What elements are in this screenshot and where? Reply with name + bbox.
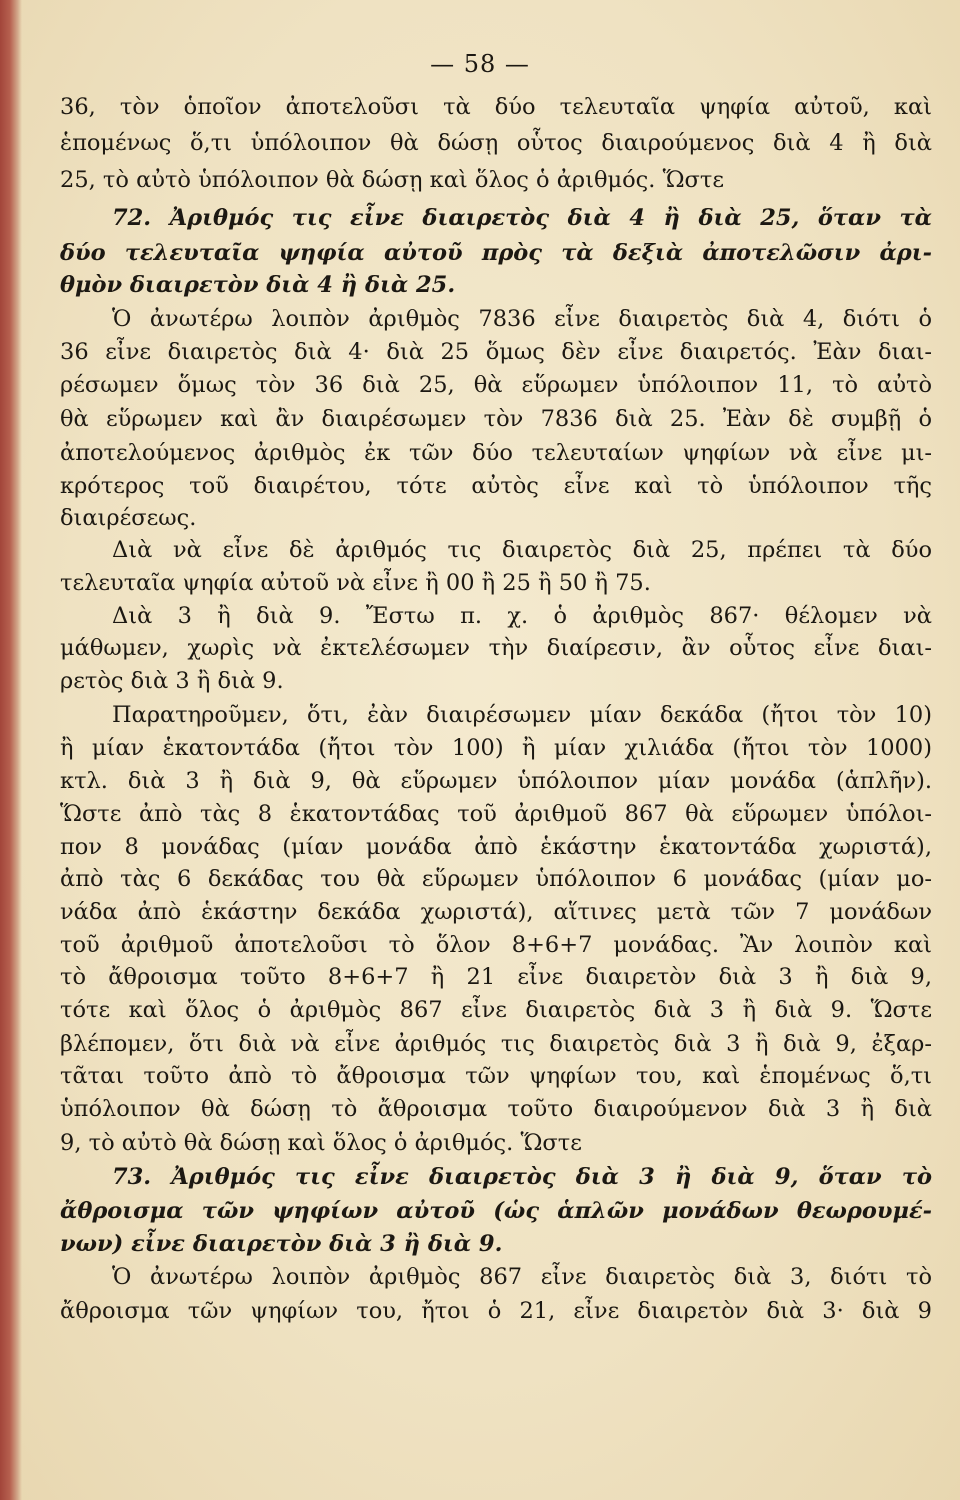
text-line: Παρατηροῦμεν, ὅτι, ἐὰν διαιρέσωμεν μίαν δεκάδα (ἤτοι τὸν 10) — [112, 702, 932, 728]
text-line: νάδα ἀπὸ ἑκάστην δεκάδα χωριστά), αἵτινες μετὰ τῶν 7 μονάδων — [60, 899, 932, 925]
text-line: τὸ ἄθροισμα τοῦτο 8+6+7 ἢ 21 εἶνε διαιρετὸν διὰ 3 ἢ διὰ 9, — [60, 964, 932, 990]
text-line: τοῦ ἀριθμοῦ ἀποτελοῦσι τὸ ὅλον 8+6+7 μονάδας. Ἂν λοιπὸν καὶ — [60, 932, 932, 958]
text-line: 9, τὸ αὐτὸ θὰ δώσῃ καὶ ὅλος ὁ ἀριθμός. Ὥστε — [60, 1130, 582, 1156]
rule-heading-73: 73. Ἀριθμός τις εἶνε διαιρετὸς διὰ 3 ἢ διὰ 9, ὅταν τὸ — [112, 1164, 932, 1190]
text-line: ἀπὸ τὰς 6 δεκάδας του θὰ εὕρωμεν ὑπόλοιπον 6 μονάδας (μίαν μο- — [60, 866, 932, 892]
text-line: ἀποτελούμενος ἀριθμὸς ἐκ τῶν δύο τελευταίων ψηφίων νὰ εἶνε μι- — [60, 440, 932, 466]
text-line: ἄθροισμα τῶν ψηφίων του, ἤτοι ὁ 21, εἶνε διαιρετὸν διὰ 3· διὰ 9 — [60, 1298, 932, 1324]
rule-heading-73: ἄθροισμα τῶν ψηφίων αὐτοῦ (ὡς ἁπλῶν μονάδων θεωρουμέ- — [60, 1198, 932, 1224]
text-line: κτλ. διὰ 3 ἢ διὰ 9, θὰ εὕρωμεν ὑπόλοιπον μίαν μονάδα (ἁπλῆν). — [60, 768, 932, 794]
text-line: ὑπόλοιπον θὰ δώσῃ τὸ ἄθροισμα τοῦτο διαιρούμενον διὰ 3 ἢ διὰ — [60, 1096, 932, 1122]
text-line: βλέπομεν, ὅτι διὰ νὰ εἶνε ἀριθμός τις διαιρετὸς διὰ 3 ἢ διὰ 9, ἐξαρ- — [60, 1031, 932, 1057]
text-line: πον 8 μονάδας (μίαν μονάδα ἀπὸ ἑκάστην ἑκατοντάδα χωριστά), — [60, 834, 932, 860]
section-heading-div3-9: Διὰ 3 ἢ διὰ 9. Ἔστω π. χ. ὁ ἀριθμὸς 867· θέλομεν νὰ — [112, 603, 932, 629]
text-line: 36, τὸν ὁποῖον ἀποτελοῦσι τὰ δύο τελευταῖα ψηφία αὐτοῦ, καὶ — [60, 94, 932, 120]
text-line: θὰ εὕρωμεν καὶ ἂν διαιρέσωμεν τὸν 7836 διὰ 25. Ἐὰν δὲ συμβῇ ὁ — [60, 406, 932, 432]
text-line: διαιρέσεως. — [60, 505, 197, 531]
rule-heading-72: θμὸν διαιρετὸν διὰ 4 ἢ διὰ 25. — [60, 272, 456, 298]
page-number: — 58 — — [430, 50, 530, 78]
text-line: κρότερος τοῦ διαιρέτου, τότε αὐτὸς εἶνε καὶ τὸ ὑπόλοιπον τῆς — [60, 473, 932, 499]
text-line: 25, τὸ αὐτὸ ὑπόλοιπον θὰ δώσῃ καὶ ὅλος ὁ ἀριθμός. Ὥστε — [60, 167, 724, 193]
text-line: Ὁ ἀνωτέρω λοιπὸν ἀριθμὸς 867 εἶνε διαιρετὸς διὰ 3, διότι τὸ — [112, 1264, 932, 1290]
text-line: τᾶται τοῦτο ἀπὸ τὸ ἄθροισμα τῶν ψηφίων του, καὶ ἑπομένως ὅ,τι — [60, 1063, 932, 1089]
text-line: ἑπομένως ὅ,τι ὑπόλοιπον θὰ δώσῃ οὗτος διαιρούμενος διὰ 4 ἢ διὰ — [60, 130, 932, 156]
text-line: τότε καὶ ὅλος ὁ ἀριθμὸς 867 εἶνε διαιρετὸς διὰ 3 ἢ διὰ 9. Ὥστε — [60, 997, 932, 1023]
text-line: τελευταῖα ψηφία αὐτοῦ νὰ εἶνε ἢ 00 ἢ 25 ἢ 50 ἢ 75. — [60, 570, 651, 596]
rule-heading-72: δύο τελευταῖα ψηφία αὐτοῦ πρὸς τὰ δεξιὰ ἀποτελῶσιν ἀρι- — [60, 240, 932, 266]
text-line: ρέσωμεν ὅμως τὸν 36 διὰ 25, θὰ εὕρωμεν ὑπόλοιπον 11, τὸ αὐτὸ — [60, 372, 932, 398]
text-line: Ὁ ἀνωτέρω λοιπὸν ἀριθμὸς 7836 εἶνε διαιρετὸς διὰ 4, διότι ὁ — [112, 306, 932, 332]
text-line: μάθωμεν, χωρὶς νὰ ἐκτελέσωμεν τὴν διαίρεσιν, ἂν οὗτος εἶνε διαι- — [60, 635, 932, 661]
rule-heading-72: 72. Ἀριθμός τις εἶνε διαιρετὸς διὰ 4 ἢ διὰ 25, ὅταν τὰ — [112, 205, 932, 231]
text-line: Διὰ νὰ εἶνε δὲ ἀριθμός τις διαιρετὸς διὰ 25, πρέπει τὰ δύο — [112, 537, 932, 563]
text-line: 36 εἶνε διαιρετὸς διὰ 4· διὰ 25 ὅμως δὲν εἶνε διαιρετός. Ἐὰν διαι- — [60, 339, 932, 365]
text-line: ρετὸς διὰ 3 ἢ διὰ 9. — [60, 668, 284, 694]
rule-heading-73: νων) εἶνε διαιρετὸν διὰ 3 ἢ διὰ 9. — [60, 1231, 503, 1257]
text-line: Ὥστε ἀπὸ τὰς 8 ἑκατοντάδας τοῦ ἀριθμοῦ 867 θὰ εὕρωμεν ὑπόλοι- — [60, 801, 932, 827]
text-line: ἢ μίαν ἑκατοντάδα (ἤτοι τὸν 100) ἢ μίαν χιλιάδα (ἤτοι τὸν 1000) — [60, 735, 932, 761]
